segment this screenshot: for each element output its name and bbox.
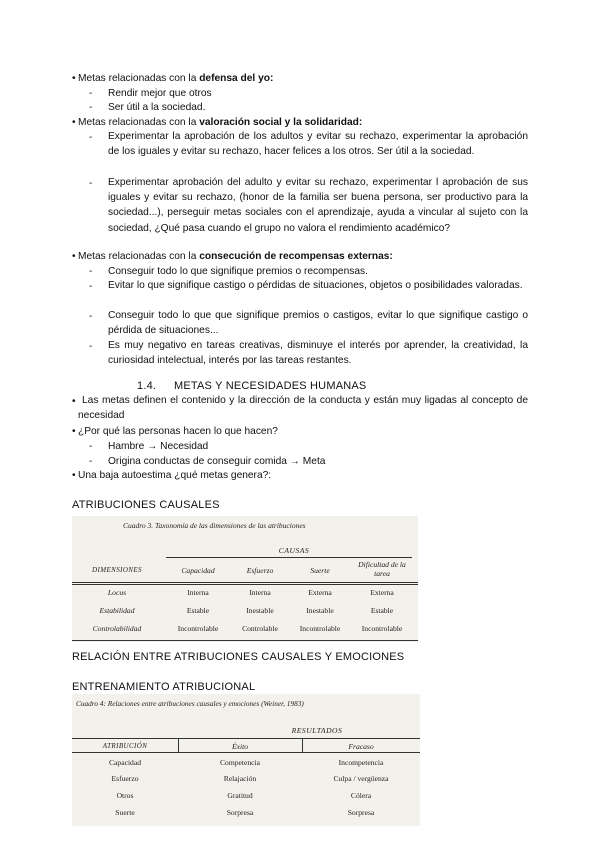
section-number: 1.4. — [137, 380, 157, 392]
list-item: Hambre → Necesidad — [108, 441, 209, 452]
divider — [72, 582, 418, 583]
row-header: Controlabilidad — [92, 624, 142, 633]
list-item: Ser útil a la sociedad. — [108, 102, 206, 113]
row-header: Locus — [107, 588, 127, 597]
list-item: Experimentar la aprobación de los adultos y evitar su rechazo, experimentar la aprobación de los iguales y evitar su rechazo, hacer felices a los otros. Ser útil a la sociedad. — [108, 131, 528, 158]
dash: - — [89, 456, 93, 467]
column-header: ATRIBUCIÓN — [102, 742, 148, 750]
heading-atribuciones: ATRIBUCIONES CAUSALES — [72, 499, 220, 511]
column-header: Éxito — [231, 742, 249, 751]
dash: - — [89, 178, 93, 189]
heading-relacion: RELACIÓN ENTRE ATRIBUCIONES CAUSALES Y EMOCIONES — [72, 651, 405, 663]
divider — [302, 738, 303, 752]
dash: - — [89, 311, 93, 322]
table-cell: Interna — [187, 588, 209, 597]
row-header: Esfuerzo — [111, 774, 139, 783]
group-header: RESULTADOS — [291, 726, 343, 735]
dash: - — [89, 132, 93, 143]
column-header: Capacidad — [181, 566, 215, 575]
table-cell: Competencia — [219, 758, 261, 767]
row-header: Otros — [116, 791, 134, 800]
question: Una baja autoestima ¿qué metas genera?: — [78, 470, 272, 481]
table-cell: Sorpresa — [226, 808, 254, 817]
intro-text: Metas relacionadas con la — [78, 117, 200, 128]
table-cell: Incontrolable — [361, 624, 403, 633]
divider — [72, 738, 420, 739]
table-cell: Incontrolable — [177, 624, 219, 633]
question: ¿Por qué las personas hacen lo que hacen? — [78, 426, 278, 437]
table-cell: Controlable — [242, 624, 278, 633]
column-header: Dificultad de la tarea — [358, 560, 406, 578]
dash: - — [89, 102, 93, 113]
goal-intro-valoracion — [78, 116, 362, 129]
divider — [178, 738, 179, 752]
divider — [72, 584, 418, 585]
intro-text: Metas relacionadas con la — [78, 73, 200, 84]
row-header: Estabilidad — [99, 606, 135, 615]
list-item: Es muy negativo en tareas creativas, disminuye el interés por aprender, la creatividad, la curiosidad intelectual, interés por las tareas restantes. — [108, 340, 528, 367]
section-title: METAS Y NECESIDADES HUMANAS — [174, 380, 367, 392]
intro-bold: valoración social y la solidaridad: — [199, 117, 363, 128]
table-cell: Culpa / vergüenza — [333, 774, 389, 783]
row-header: Capacidad — [108, 758, 142, 767]
dash: - — [89, 441, 93, 452]
divider — [166, 557, 412, 558]
table-cell: Inestable — [306, 606, 334, 615]
dash: - — [89, 88, 93, 99]
list-item: Evitar lo que signifique castigo o pérdidas de situaciones, objetos o posibilidades valoradas. — [108, 280, 523, 291]
table-cell: Incompetencia — [338, 758, 384, 767]
table-cell: Estable — [370, 606, 394, 615]
goal-intro-defensa — [78, 72, 273, 85]
table-atribuciones — [72, 516, 418, 642]
list-item: Conseguir todo lo que que signifique premios o castigos, evitar lo que signifique castigo o pérdida de situaciones... — [108, 310, 528, 337]
paragraph: Las metas definen el contenido y la dirección de la conducta y están muy ligadas al concepto de necesidad — [78, 395, 528, 422]
intro-bold: consecución de recompensas externas: — [199, 251, 393, 262]
table-cell: Externa — [308, 588, 332, 597]
list-item: Origina conductas de conseguir comida → Meta — [108, 456, 326, 467]
table-cell: Incontrolable — [299, 624, 341, 633]
table-cell: Cólera — [350, 791, 372, 800]
column-header: Esfuerzo — [246, 566, 274, 575]
bullet: • — [72, 470, 76, 481]
bullet: • — [72, 426, 76, 437]
column-header: DIMENSIONES — [92, 566, 142, 574]
row-header: Suerte — [115, 808, 135, 817]
intro-text: Metas relacionadas con la — [78, 251, 200, 262]
column-header: Suerte — [310, 566, 330, 575]
table-caption: Cuadro 4: Relaciones entre atribuciones causales y emociones (Weiner, 1983) — [76, 699, 304, 708]
group-header: CAUSAS — [278, 546, 310, 555]
list-item: Experimentar aprobación del adulto y evitar su rechazo, experimentar l aprobación de sus iguales y evitar su rechazo, (honor de la familia ser buena persona, ser productivo para la sociedad...), perseguir metas sociales con el aprendizaje, ayuda a vincular al sujeto con la sociedad, ¿Qué pasa cuando el grupo no valora el rendimiento académico? — [108, 177, 528, 234]
divider — [72, 640, 418, 641]
table-cell: Relajación — [223, 774, 257, 783]
table-cell: Gratitud — [227, 791, 253, 800]
dash: - — [89, 341, 93, 352]
table-cell: Externa — [370, 588, 394, 597]
table-cell: Inestable — [246, 606, 274, 615]
table-cell: Estable — [186, 606, 210, 615]
table-cell: Interna — [249, 588, 271, 597]
column-header: Fracaso — [348, 742, 374, 751]
bullet: • — [72, 396, 76, 407]
list-item: Conseguir todo lo que signifique premios o recompensas. — [108, 266, 368, 277]
bullet: • — [72, 251, 76, 262]
heading-entrenamiento: ENTRENAMIENTO ATRIBUCIONAL — [72, 681, 256, 693]
bullet: • — [72, 73, 76, 84]
bullet: • — [72, 117, 76, 128]
goal-intro-recompensas — [78, 250, 393, 263]
table-emociones — [72, 694, 420, 826]
divider — [72, 752, 420, 753]
dash: - — [89, 281, 93, 292]
table-caption: Cuadro 3. Taxonomía de las dimensiones de las atribuciones — [123, 521, 306, 530]
intro-bold: defensa del yo: — [199, 73, 274, 84]
dash: - — [89, 266, 93, 277]
list-item: Rendir mejor que otros — [108, 88, 212, 99]
table-cell: Sorpresa — [347, 808, 375, 817]
